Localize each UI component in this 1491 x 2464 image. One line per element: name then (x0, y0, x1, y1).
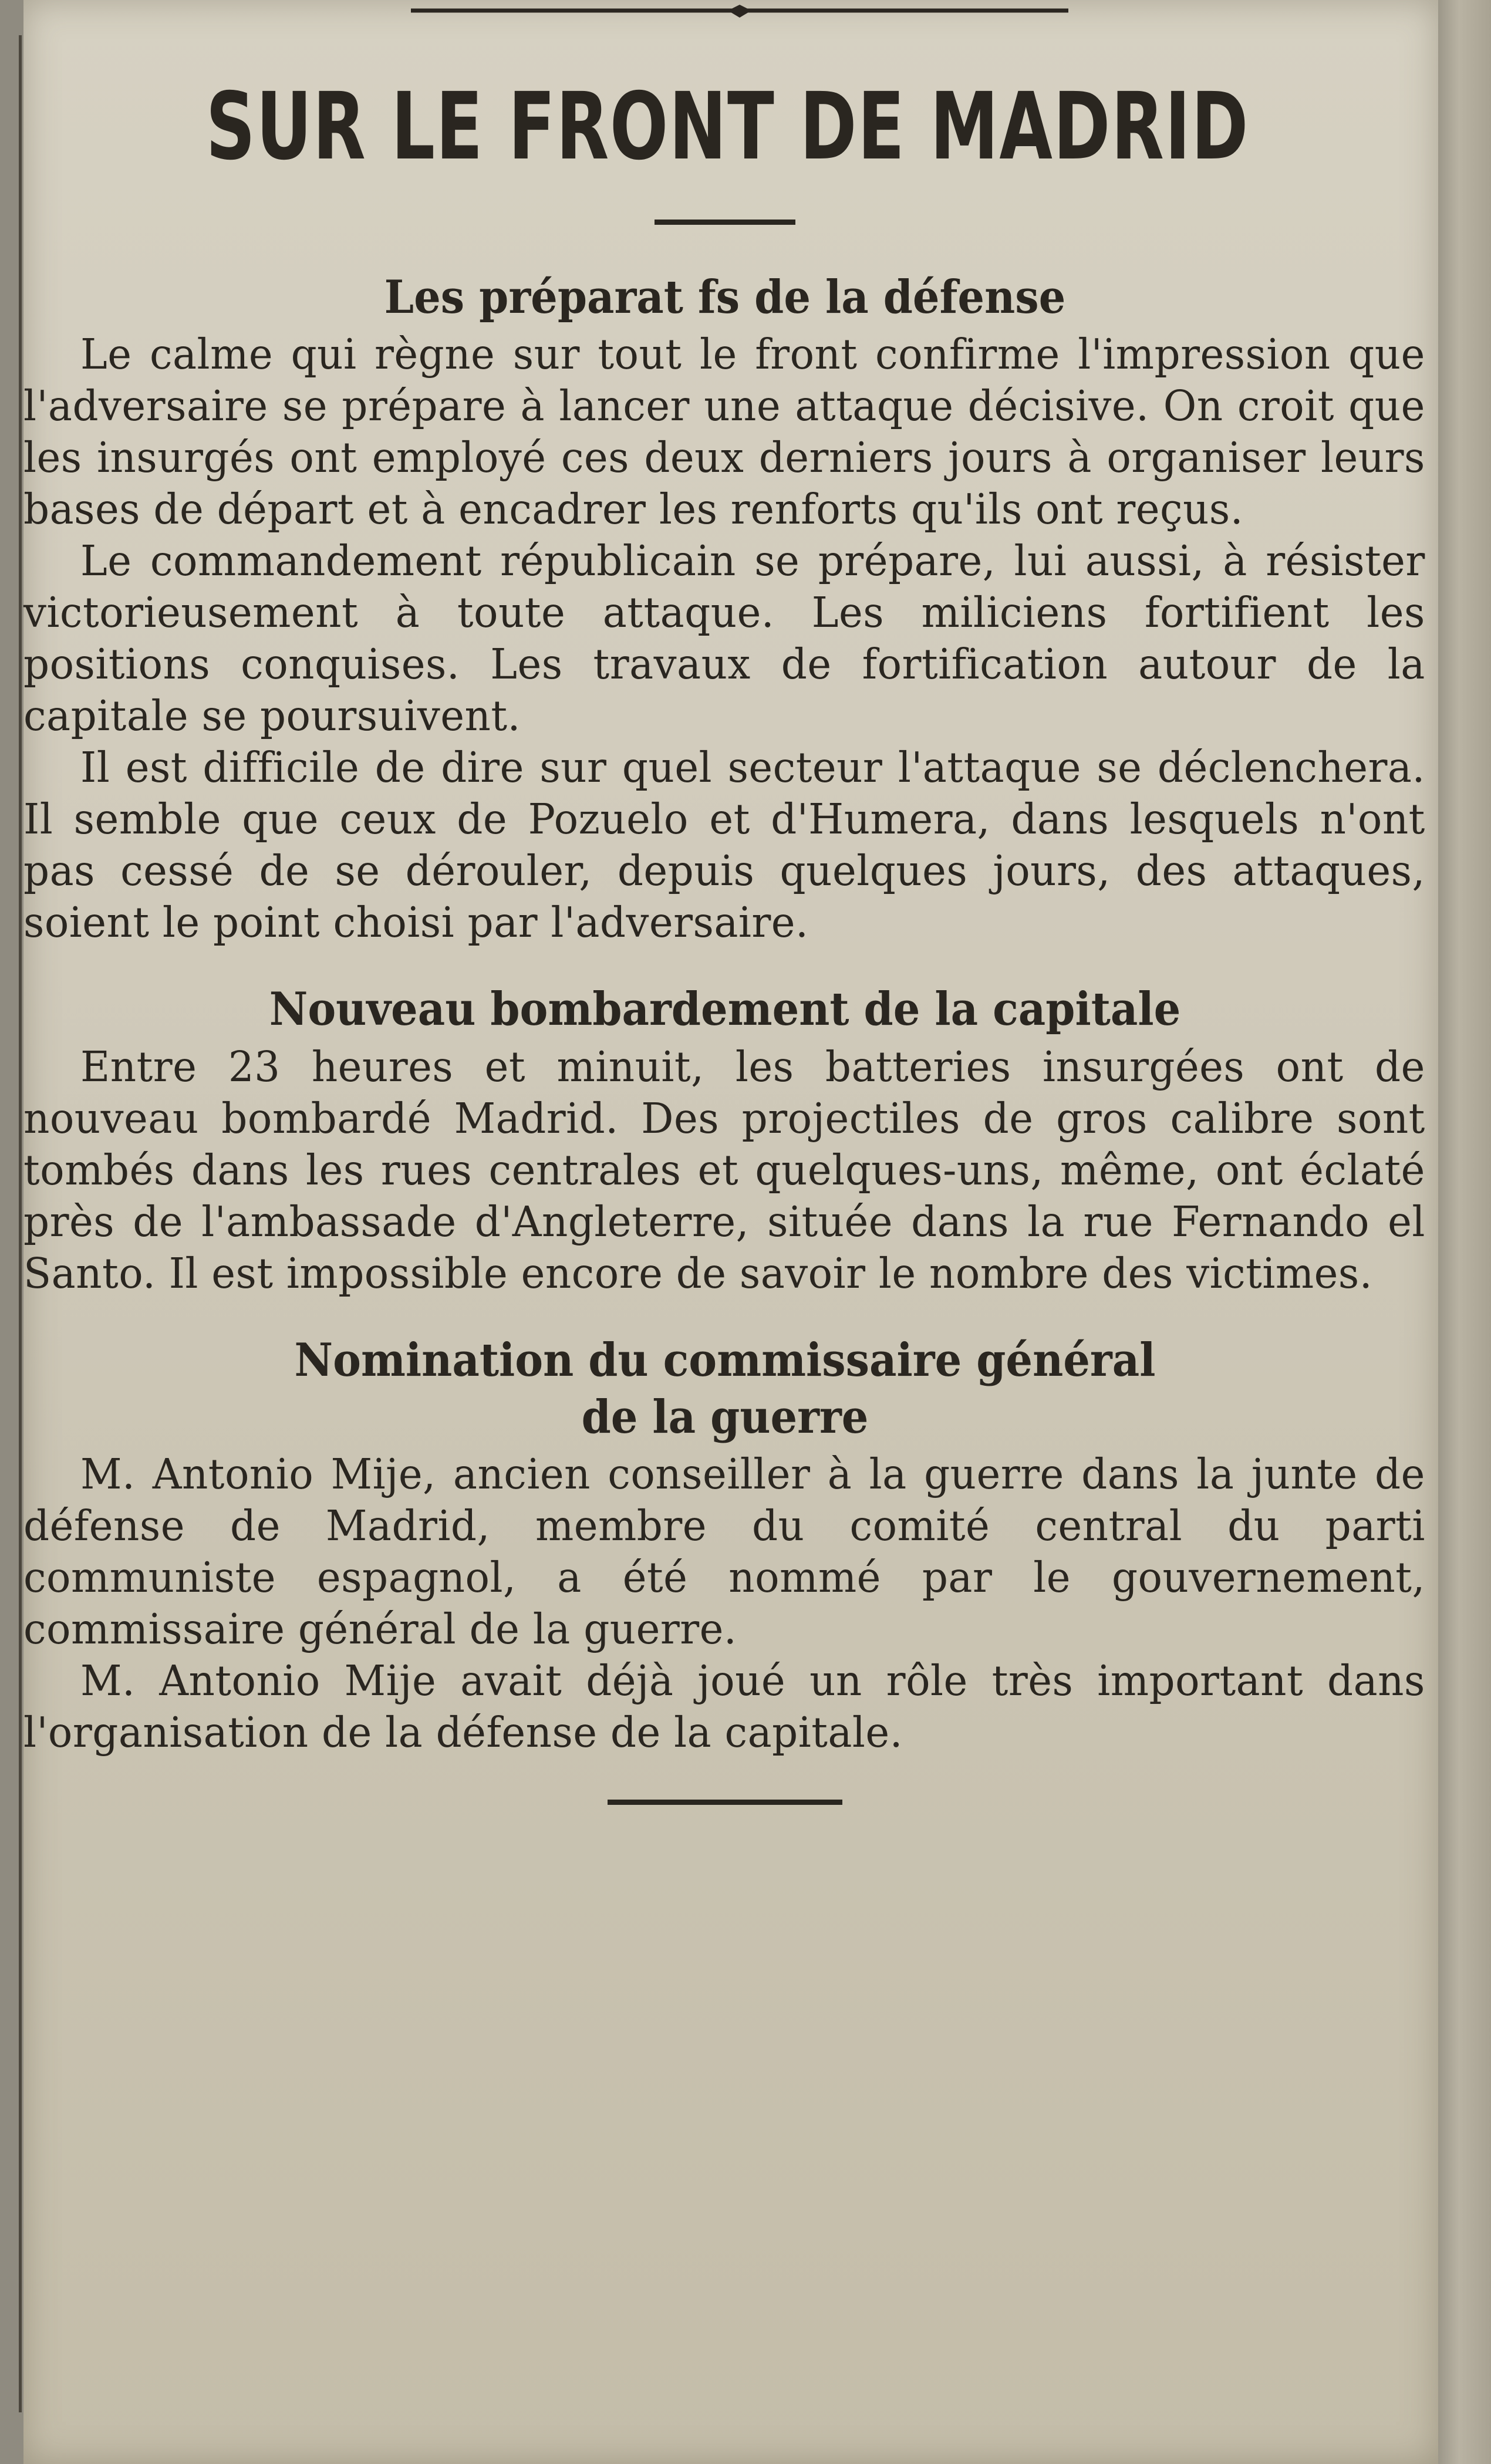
top-ornament-rule (411, 5, 1068, 22)
paragraph: M. Antonio Mije avait déjà joué un rôle très important dans l'organisation de la défense de la capitale. (23, 1656, 1425, 1757)
paragraph: Le calme qui règne sur tout le front confirme l'impression que l'adversaire se prépare à lancer une attaque décisive. On croit que les insurgés ont employé ces deux derniers jours à organiser leurs bases de départ et à encadrer les renforts qu'ils ont reçus. (23, 330, 1425, 534)
adjacent-column-edge (1438, 0, 1491, 2464)
paragraph: M. Antonio Mije, ancien conseiller à la guerre dans la junte de défense de Madrid, membre du comité central du parti communiste espagnol, a été nommé par le gouvernement, commissaire général de la guerre. (23, 1450, 1425, 1654)
section-heading: Nouveau bombardement de la capitale (269, 983, 1181, 1037)
paragraph: Le commandement républicain se prépare, lui aussi, à résister victorieusement à toute attaque. Les miliciens fortifient les positions conquises. Les travaux de fortification autour de la capitale se poursuivent. (23, 536, 1425, 741)
column-rule (19, 35, 22, 2412)
section-heading-line-2: de la guerre (581, 1390, 869, 1444)
section-nomination (23, 1335, 1426, 1759)
title-divider (655, 220, 795, 225)
section-defense (23, 272, 1426, 949)
paragraph: Entre 23 heures et minuit, les batteries insurgées ont de nouveau bombardé Madrid. Des projectiles de gros calibre sont tombés dans les rues centrales et quelques-uns, même, ont éclaté près de l'ambassade d'Angleterre, située dans la rue Fernando el Santo. Il est impossible encore de savoir le nombre des victimes. (23, 1042, 1425, 1298)
article-title: SUR LE FRONT DE MADRID (205, 73, 1249, 181)
section-bombardment (23, 984, 1426, 1299)
section-heading-line-1: Nomination du commissaire général (294, 1333, 1156, 1387)
section-heading: Les préparat fs de la défense (384, 270, 1066, 324)
paragraph: Il est difficile de dire sur quel secteur l'attaque se déclenchera. Il semble que ceux de Pozuelo et d'Humera, dans lesquels n'ont pas cessé de se dérouler, depuis quelques jours, des attaques, soient le point choisi par l'adversaire. (23, 743, 1425, 947)
article (23, 53, 1426, 1805)
end-divider (608, 1800, 842, 1805)
